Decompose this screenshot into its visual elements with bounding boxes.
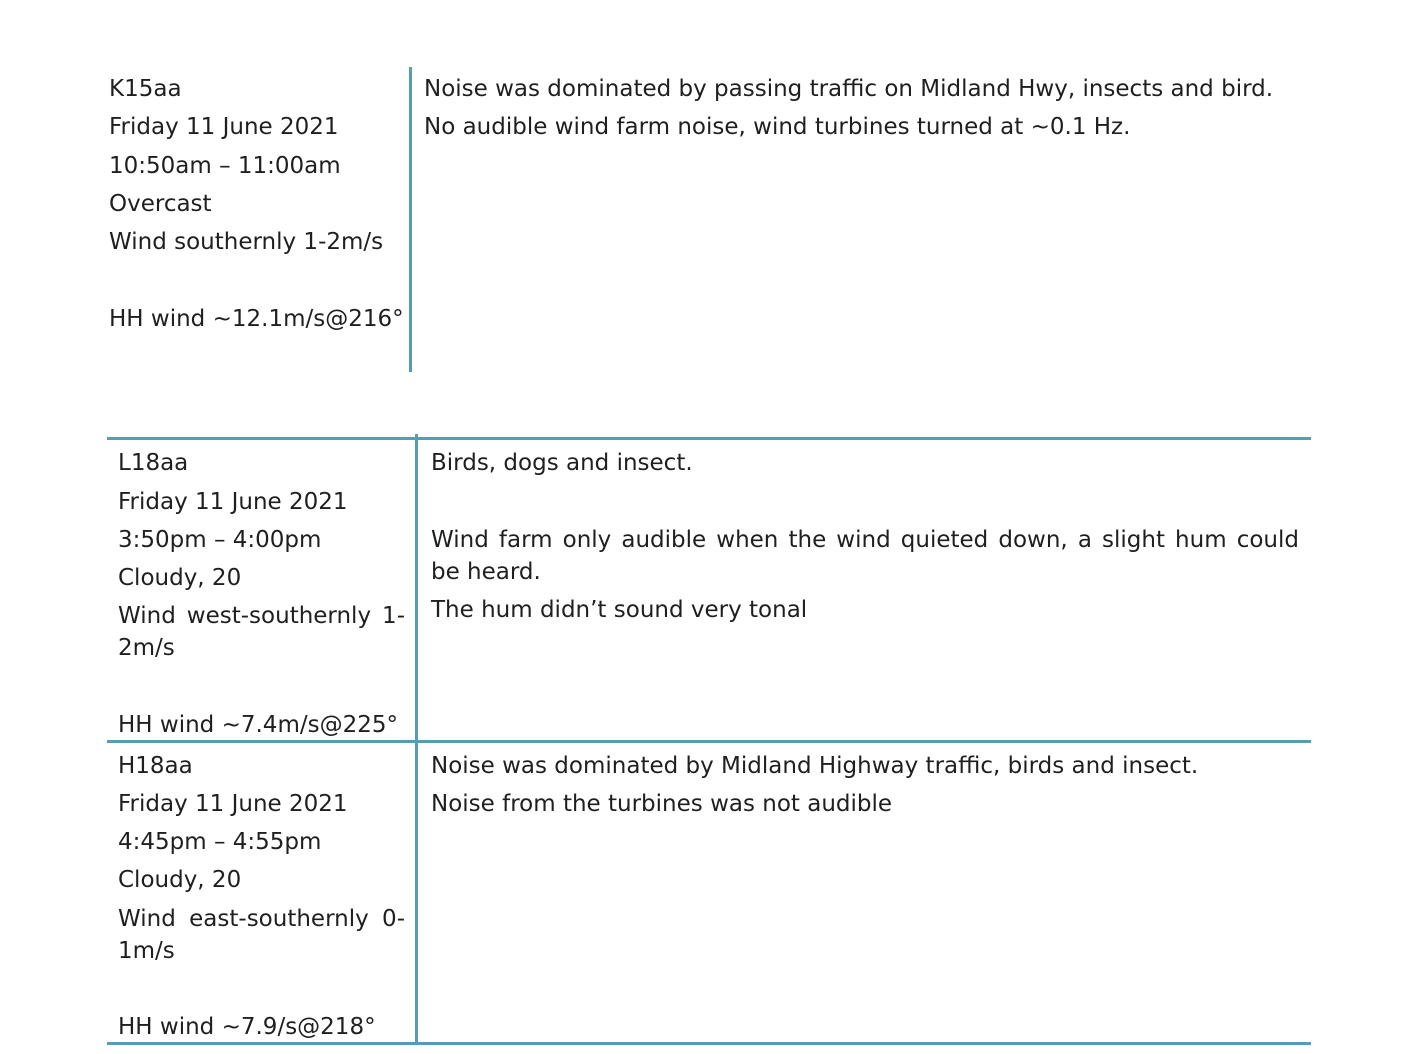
survey-time: 3:50pm – 4:00pm xyxy=(118,527,322,553)
table-row-border xyxy=(107,740,1311,743)
hub-height-wind: HH wind ~7.9/s@218° xyxy=(118,1014,376,1040)
hub-height-wind: HH wind ~7.4m/s@225° xyxy=(118,712,398,738)
column-divider xyxy=(409,67,412,372)
observation-note: Noise was dominated by passing traffic on Midland Hwy, insects and bird. xyxy=(424,76,1274,102)
site-id: H18aa xyxy=(118,753,193,779)
survey-time: 10:50am – 11:00am xyxy=(109,153,341,179)
table-bottom-border xyxy=(107,1042,1311,1045)
weather: Overcast xyxy=(109,191,212,217)
observation-note: Noise was dominated by Midland Highway traffic, birds and insect. xyxy=(431,753,1199,779)
table-top-border xyxy=(107,437,1311,440)
site-id: L18aa xyxy=(118,450,189,476)
wind-conditions: Wind southernly 1-2m/s xyxy=(109,229,384,255)
survey-date: Friday 11 June 2021 xyxy=(118,791,348,817)
observation-note: Noise from the turbines was not audible xyxy=(431,791,893,817)
weather: Cloudy, 20 xyxy=(118,565,242,591)
wind-conditions: Wind west-southernly 1-2m/s xyxy=(118,603,405,661)
weather: Cloudy, 20 xyxy=(118,867,242,893)
survey-date: Friday 11 June 2021 xyxy=(118,489,348,515)
wind-conditions: Wind east-southernly 0-1m/s xyxy=(118,906,405,964)
site-id: K15aa xyxy=(109,76,182,102)
observation-note: Birds, dogs and insect. xyxy=(431,450,693,476)
survey-date: Friday 11 June 2021 xyxy=(109,114,339,140)
hub-height-wind: HH wind ~12.1m/s@216° xyxy=(109,306,404,332)
observation-note: The hum didn’t sound very tonal xyxy=(431,597,808,623)
survey-time: 4:45pm – 4:55pm xyxy=(118,829,322,855)
observation-note: Wind farm only audible when the wind quieted down, a slight hum could be heard. xyxy=(431,527,1299,585)
observation-note: No audible wind farm noise, wind turbines turned at ~0.1 Hz. xyxy=(424,114,1131,140)
